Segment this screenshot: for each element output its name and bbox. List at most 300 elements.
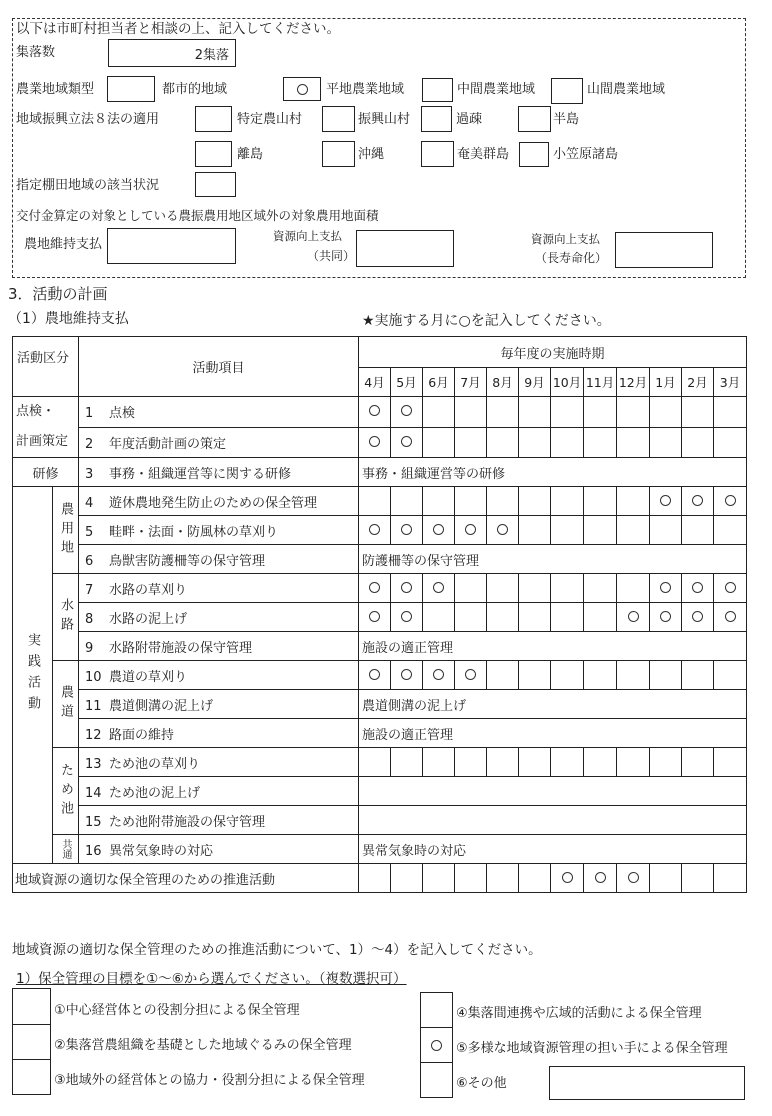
terrace-label: 指定棚田地域の該当状況: [16, 178, 160, 193]
activity-item: [79, 748, 359, 777]
circle-mark-icon: [725, 611, 736, 622]
law-checkbox-amami[interactable]: [421, 141, 454, 167]
month-cell[interactable]: [650, 516, 682, 545]
month-header: 10月: [551, 368, 584, 397]
month-cell[interactable]: [682, 487, 714, 516]
month-cell[interactable]: [650, 661, 682, 690]
month-cell[interactable]: [423, 661, 455, 690]
law-label-ogasawara: 小笠原諸島: [553, 147, 619, 162]
law-label-peninsula: 半島: [553, 112, 580, 127]
activity-label: ため池の泥上げ: [109, 785, 201, 801]
month-header: 1月: [650, 368, 682, 397]
activity-row: [13, 835, 747, 864]
month-cell[interactable]: [650, 603, 682, 632]
month-header: 9月: [519, 368, 551, 397]
law-label-specified-mountain-village: 特定農山村: [237, 112, 303, 127]
activity-number: 11: [85, 698, 102, 714]
activity-row: [13, 632, 747, 661]
month-cell[interactable]: [391, 516, 423, 545]
month-header: 4月: [359, 368, 391, 397]
subcategory-farmroad: [53, 661, 79, 748]
activity-number: 6: [85, 553, 94, 569]
month-cell[interactable]: [617, 661, 650, 690]
goal-checkbox-1[interactable]: [12, 988, 51, 1025]
category-practice: [13, 487, 53, 864]
month-header: 6月: [423, 368, 455, 397]
activity-number: 15: [85, 814, 102, 830]
month-cell[interactable]: [519, 427, 551, 458]
month-cell[interactable]: [682, 397, 714, 428]
subcategory-common: [53, 835, 79, 864]
farmland-payment-field[interactable]: [107, 228, 236, 264]
month-cell[interactable]: [455, 487, 487, 516]
month-cell[interactable]: [519, 397, 551, 428]
month-cell[interactable]: [487, 864, 519, 893]
activity-label: 異常気象時の対応: [109, 843, 214, 859]
month-cell[interactable]: [617, 603, 650, 632]
law-checkbox-depopulated[interactable]: [421, 106, 452, 132]
activity-row: [13, 545, 747, 574]
activity-row: [13, 661, 747, 690]
law-label-promotion-village: 振興山村: [358, 112, 411, 127]
activity-label: 水路の草刈り: [109, 582, 188, 598]
activity-item: [79, 690, 359, 719]
activity-row: [13, 806, 747, 835]
month-cell[interactable]: [359, 748, 391, 777]
month-cell[interactable]: [359, 516, 391, 545]
subcategory-pond-label: ため池: [58, 762, 73, 820]
month-cell[interactable]: [423, 487, 455, 516]
month-cell[interactable]: [487, 427, 519, 458]
activity-number: 9: [85, 640, 94, 656]
month-header: 8月: [487, 368, 519, 397]
header-period: 毎年度の実施時期: [359, 337, 747, 368]
circle-mark-icon: [401, 611, 412, 622]
month-cell[interactable]: [391, 748, 423, 777]
month-cell[interactable]: [584, 661, 617, 690]
activity-note-cell[interactable]: [359, 777, 747, 806]
month-cell[interactable]: [487, 661, 519, 690]
month-cell[interactable]: [487, 603, 519, 632]
month-cell[interactable]: [714, 397, 747, 428]
circle-mark-icon: [369, 582, 380, 593]
month-cell[interactable]: [391, 574, 423, 603]
month-cell[interactable]: [551, 603, 584, 632]
header-item: 活動項目: [79, 337, 359, 397]
subcategory-common-label: 共通: [60, 839, 71, 859]
activity-row: [13, 603, 747, 632]
circle-mark-icon: [369, 611, 380, 622]
month-cell[interactable]: [682, 661, 714, 690]
village-count-field[interactable]: [108, 39, 236, 67]
subcategory-waterway: [53, 574, 79, 661]
activity-row: [13, 458, 747, 487]
promotion-intro: 地域資源の適切な保全管理のための推進活動について、1）～4）を記入してください。: [12, 942, 542, 958]
month-cell[interactable]: [423, 748, 455, 777]
month-cell[interactable]: [391, 397, 423, 428]
month-cell[interactable]: [617, 487, 650, 516]
area-type-label-plain: 平地農業地域: [326, 82, 405, 97]
month-cell[interactable]: [714, 574, 747, 603]
month-cell[interactable]: [487, 487, 519, 516]
month-cell[interactable]: [650, 574, 682, 603]
activity-item: [79, 516, 359, 545]
law-label-okinawa: 沖縄: [358, 147, 385, 162]
law-checkbox-ogasawara[interactable]: [519, 142, 549, 167]
activity-label: 鳥獣害防護柵等の保守管理: [109, 553, 266, 569]
month-cell[interactable]: [455, 864, 487, 893]
resource-life-label: 資源向上支払: [531, 232, 600, 246]
month-cell[interactable]: [391, 661, 423, 690]
month-cell[interactable]: [551, 748, 584, 777]
month-cell[interactable]: [359, 603, 391, 632]
goal-checkbox-6[interactable]: [420, 1062, 453, 1098]
category-inspection-line1: 点検・: [16, 404, 56, 419]
month-cell[interactable]: [423, 574, 455, 603]
month-header: 2月: [682, 368, 714, 397]
activity-label: ため池の草刈り: [109, 756, 201, 772]
month-cell[interactable]: [423, 516, 455, 545]
activity-number: 5: [85, 524, 94, 540]
activity-item: [79, 777, 359, 806]
activity-label: 農道の草刈り: [109, 669, 188, 685]
circle-mark-icon: [433, 582, 444, 593]
category-inspection-line2: 計画策定: [16, 434, 69, 449]
goal-option-2: ②集落営農組織を基礎とした地域ぐるみの保全管理: [54, 1038, 352, 1053]
circle-mark-icon: [431, 1040, 442, 1051]
month-cell[interactable]: [487, 748, 519, 777]
area-type-label: 農業地域類型: [16, 82, 95, 97]
circle-mark-icon: [401, 524, 412, 535]
activity-note-cell[interactable]: 事務・組織運営等の研修: [359, 458, 747, 487]
activity-number: 8: [85, 611, 94, 627]
circle-mark-icon: [401, 436, 412, 447]
month-cell[interactable]: [455, 748, 487, 777]
subcategory-farmroad-label: 農道: [58, 685, 73, 723]
month-cell[interactable]: [714, 603, 747, 632]
activity-row: [13, 397, 747, 428]
law-label-amami: 奄美群島: [457, 147, 510, 162]
month-cell[interactable]: [423, 397, 455, 428]
village-count-label: 集落数: [16, 45, 56, 60]
month-cell[interactable]: [584, 516, 617, 545]
month-cell[interactable]: [584, 748, 617, 777]
circle-mark-icon: [660, 611, 671, 622]
area-type-checkbox-plain[interactable]: [283, 77, 321, 101]
activity-row: [13, 574, 747, 603]
law-label: 地域振興立法８法の適用: [16, 112, 160, 127]
month-cell[interactable]: [682, 864, 714, 893]
month-cell[interactable]: [551, 864, 584, 893]
circle-mark-icon: [369, 436, 380, 447]
month-cell[interactable]: [650, 748, 682, 777]
month-header: 12月: [617, 368, 650, 397]
goal-option-3: ③地域外の経営体との協力・役割分担による保全管理: [54, 1073, 365, 1088]
goal-checkbox-2[interactable]: [12, 1024, 51, 1060]
subcategory-waterway-label: 水路: [58, 598, 73, 636]
month-cell[interactable]: [584, 487, 617, 516]
month-cell[interactable]: [650, 864, 682, 893]
circle-mark-icon: [692, 611, 703, 622]
activity-note-cell[interactable]: 異常気象時の対応: [359, 835, 747, 864]
month-cell[interactable]: [617, 748, 650, 777]
month-header: 7月: [455, 368, 487, 397]
month-cell[interactable]: [519, 487, 551, 516]
area-type-label-intermediate: 中間農業地域: [457, 82, 536, 97]
month-header: 5月: [391, 368, 423, 397]
month-cell[interactable]: [650, 427, 682, 458]
month-cell[interactable]: [423, 603, 455, 632]
law-label-depopulated: 過疎: [456, 112, 483, 127]
month-cell[interactable]: [714, 661, 747, 690]
month-header: 3月: [714, 368, 747, 397]
month-cell[interactable]: [391, 487, 423, 516]
activity-number: 4: [85, 495, 94, 511]
month-cell[interactable]: [551, 427, 584, 458]
resource-life-field[interactable]: [615, 232, 713, 268]
activity-row: [13, 487, 747, 516]
activity-label: 水路の泥上げ: [109, 611, 188, 627]
month-cell[interactable]: [455, 427, 487, 458]
month-cell[interactable]: [682, 603, 714, 632]
month-header: 11月: [584, 368, 617, 397]
circle-mark-icon: [660, 495, 671, 506]
month-cell[interactable]: [391, 603, 423, 632]
month-cell[interactable]: [519, 864, 551, 893]
activity-note-cell[interactable]: 施設の適正管理: [359, 719, 747, 748]
circle-mark-icon: [725, 582, 736, 593]
activity-label: 畦畔・法面・防風林の草刈り: [109, 524, 279, 540]
month-cell[interactable]: [487, 397, 519, 428]
month-cell[interactable]: [617, 864, 650, 893]
activity-item: [79, 603, 359, 632]
other-goal-field[interactable]: [549, 1066, 745, 1100]
goal-checkbox-4[interactable]: [420, 992, 453, 1028]
activity-row: [13, 777, 747, 806]
month-cell[interactable]: [551, 516, 584, 545]
activity-number: 12: [85, 727, 102, 743]
month-cell[interactable]: [487, 516, 519, 545]
activity-item: [79, 427, 359, 458]
goal-checkbox-3[interactable]: [12, 1059, 51, 1095]
month-cell[interactable]: [617, 427, 650, 458]
activity-label: 農道側溝の泥上げ: [109, 698, 214, 714]
activity-item: [79, 806, 359, 835]
month-cell[interactable]: [359, 397, 391, 428]
activity-label: 年度活動計画の策定: [109, 436, 227, 452]
activity-row: [13, 516, 747, 545]
law-checkbox-specified-mountain-village[interactable]: [195, 106, 232, 132]
activity-item: [79, 661, 359, 690]
activity-item: [79, 458, 359, 487]
activity-number: 13: [85, 756, 102, 772]
month-cell[interactable]: [551, 574, 584, 603]
area-type-label-urban: 都市的地域: [162, 82, 228, 97]
month-cell[interactable]: [714, 864, 747, 893]
circle-mark-icon: [692, 582, 703, 593]
circle-mark-icon: [369, 524, 380, 535]
section-title: 3．活動の計画: [8, 285, 108, 303]
month-cell[interactable]: [519, 516, 551, 545]
circle-mark-icon: [297, 84, 308, 95]
month-cell[interactable]: [584, 397, 617, 428]
circle-mark-icon: [562, 872, 573, 883]
activity-label: 事務・組織運営等に関する研修: [109, 466, 292, 482]
circle-mark-icon: [433, 669, 444, 680]
subcategory-farmland: [53, 487, 79, 574]
month-cell[interactable]: [519, 603, 551, 632]
circle-mark-icon: [725, 495, 736, 506]
month-cell[interactable]: [359, 427, 391, 458]
circle-mark-icon: [433, 524, 444, 535]
month-cell[interactable]: [551, 397, 584, 428]
circle-mark-icon: [401, 669, 412, 680]
month-cell[interactable]: [584, 864, 617, 893]
circle-mark-icon: [497, 524, 508, 535]
activity-row: [13, 427, 747, 458]
activity-row: [13, 690, 747, 719]
header-category: 活動区分: [13, 337, 79, 397]
month-cell[interactable]: [423, 427, 455, 458]
month-cell[interactable]: [519, 661, 551, 690]
activity-plan-table: [12, 336, 747, 893]
goal-option-1: ①中心経営体との役割分担による保全管理: [54, 1003, 300, 1018]
circle-mark-icon: [369, 405, 380, 416]
month-cell[interactable]: [682, 574, 714, 603]
resource-life-sublabel: （長寿命化）: [535, 251, 608, 265]
month-cell[interactable]: [714, 427, 747, 458]
month-cell[interactable]: [359, 661, 391, 690]
area-type-checkbox-intermediate[interactable]: [422, 78, 453, 102]
month-cell[interactable]: [551, 487, 584, 516]
goal-option-4: ④集落間連携や広域的活動による保全管理: [456, 1006, 702, 1021]
activity-number: 1: [85, 406, 94, 422]
circle-mark-icon: [369, 669, 380, 680]
promotion-question-1: 1）保全管理の目標を①～⑥から選んでください。（複数選択可）: [16, 971, 407, 987]
month-cell[interactable]: [714, 516, 747, 545]
activity-note-cell[interactable]: 施設の適正管理: [359, 632, 747, 661]
village-count-value: 2集落: [194, 47, 229, 63]
terrace-field[interactable]: [195, 172, 236, 197]
subcategory-farmland-label: 農用地: [58, 501, 73, 559]
month-cell[interactable]: [650, 487, 682, 516]
activity-label: 水路附帯施設の保守管理: [109, 640, 253, 656]
activity-label: 路面の維持: [109, 727, 175, 743]
month-cell[interactable]: [714, 487, 747, 516]
month-cell[interactable]: [423, 864, 455, 893]
month-cell[interactable]: [455, 661, 487, 690]
resource-joint-label: 資源向上支払: [273, 229, 342, 243]
activity-label: 点検: [109, 406, 136, 422]
farmland-payment-label: 農地維持支払: [24, 237, 103, 252]
activity-number: 16: [85, 843, 102, 859]
circle-mark-icon: [595, 872, 606, 883]
month-cell[interactable]: [584, 603, 617, 632]
goal-option-6: ⑥その他: [456, 1076, 507, 1091]
activity-item: [79, 632, 359, 661]
activity-item: [79, 835, 359, 864]
goal-checkbox-5[interactable]: [420, 1027, 453, 1063]
month-cell[interactable]: [682, 427, 714, 458]
circle-mark-icon: [465, 524, 476, 535]
circle-mark-icon: [692, 495, 703, 506]
activity-number: 3: [85, 466, 94, 482]
activity-number: 7: [85, 582, 94, 598]
resource-joint-field[interactable]: [356, 230, 454, 267]
month-cell[interactable]: [359, 487, 391, 516]
activity-number: 14: [85, 785, 102, 801]
law-checkbox-peninsula[interactable]: [518, 106, 551, 132]
plan-instruction: ★実施する月に○を記入してください。: [362, 313, 611, 329]
activity-item: [79, 719, 359, 748]
activity-row: [13, 719, 747, 748]
month-cell[interactable]: [519, 748, 551, 777]
month-cell[interactable]: [617, 574, 650, 603]
month-cell[interactable]: [519, 574, 551, 603]
activity-item: [79, 545, 359, 574]
month-cell[interactable]: [455, 574, 487, 603]
month-cell[interactable]: [551, 661, 584, 690]
resource-joint-sublabel: （共同）: [307, 249, 356, 263]
category-training: 研修: [13, 458, 79, 487]
activity-row: [13, 748, 747, 777]
activity-note-cell[interactable]: 農道側溝の泥上げ: [359, 690, 747, 719]
month-cell[interactable]: [391, 864, 423, 893]
month-cell[interactable]: [455, 603, 487, 632]
subsection-title: （1）農地維持支払: [8, 311, 129, 327]
month-cell[interactable]: [359, 574, 391, 603]
promotion-activity-row: [13, 864, 747, 893]
activity-note-cell[interactable]: 防護柵等の保守管理: [359, 545, 747, 574]
law-checkbox-okinawa[interactable]: [322, 141, 355, 167]
month-cell[interactable]: [455, 397, 487, 428]
promotion-activity-label: 地域資源の適切な保全管理のための推進活動: [13, 864, 359, 893]
area-type-checkbox-urban[interactable]: [107, 76, 155, 102]
month-cell[interactable]: [584, 427, 617, 458]
consultation-note: 以下は市町村担当者と相談の上、記入してください。: [16, 21, 340, 37]
circle-mark-icon: [628, 872, 639, 883]
activity-number: 2: [85, 436, 94, 452]
circle-mark-icon: [660, 582, 671, 593]
subcategory-pond: [53, 748, 79, 835]
month-cell[interactable]: [714, 748, 747, 777]
circle-mark-icon: [465, 669, 476, 680]
activity-number: 10: [85, 669, 102, 685]
activity-note-cell[interactable]: [359, 806, 747, 835]
law-checkbox-remote-island[interactable]: [195, 141, 232, 167]
month-cell[interactable]: [391, 427, 423, 458]
category-practice-label: 実践活動: [25, 633, 40, 717]
area-type-checkbox-mountain[interactable]: [551, 78, 583, 104]
month-cell[interactable]: [617, 397, 650, 428]
area-outside-label: 交付金算定の対象としている農振農用地区域外の対象農用地面積: [16, 208, 379, 223]
circle-mark-icon: [401, 582, 412, 593]
month-cell[interactable]: [359, 864, 391, 893]
month-cell[interactable]: [650, 397, 682, 428]
law-checkbox-promotion-village[interactable]: [322, 106, 355, 132]
month-cell[interactable]: [455, 516, 487, 545]
month-cell[interactable]: [682, 516, 714, 545]
goal-option-5: ⑤多様な地域資源管理の担い手による保全管理: [456, 1041, 728, 1056]
month-cell[interactable]: [617, 516, 650, 545]
law-label-remote-island: 離島: [237, 147, 264, 162]
month-cell[interactable]: [682, 748, 714, 777]
month-cell[interactable]: [487, 574, 519, 603]
category-inspection: [13, 397, 79, 458]
month-cell[interactable]: [584, 574, 617, 603]
activity-item: [79, 397, 359, 428]
circle-mark-icon: [628, 611, 639, 622]
